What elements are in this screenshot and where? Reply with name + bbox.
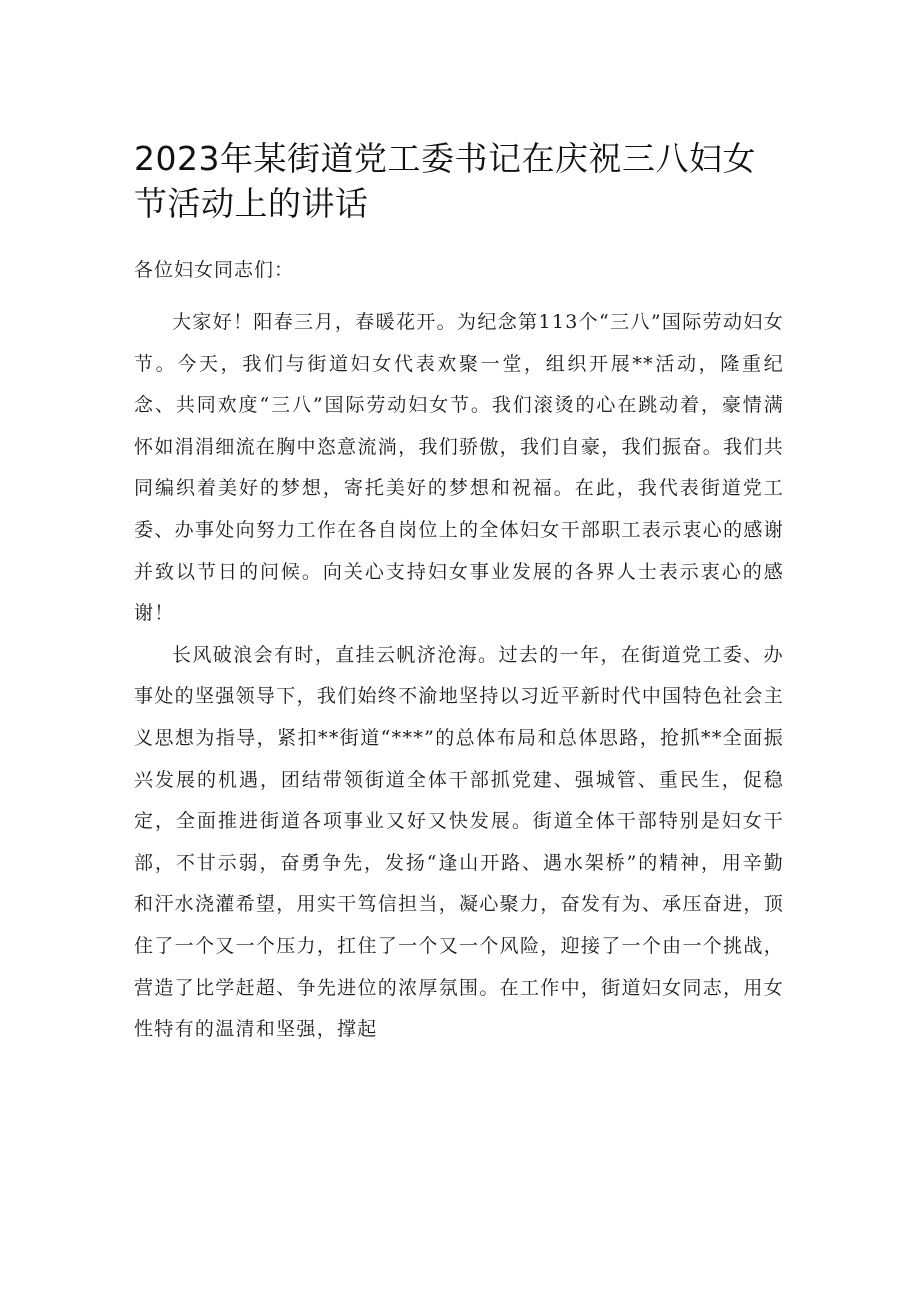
salutation: 各位妇女同志们： xyxy=(134,259,295,281)
document-title: 2023年某街道党工委书记在庆祝三八妇女节活动上的讲话 xyxy=(134,139,756,223)
body-paragraph-2: 长风破浪会有时，直挂云帆济沧海。过去的一年，在街道党工委、办事处的坚强领导下，我们始终不渝地坚持以习近平新时代中国特色社会主义思想为指导，紧扣**街道“***”的总体布局和总体思路，抢抓**全面振兴发展的机遇，团结带领街道全体干部抓党建、强城管、重民生，促稳定，全面推进街道各项事业又好又快发展。街道全体干部特别是妇女干部，不甘示弱，奋勇争先，发扬“逢山开路、遇水架桥”的精神，用辛勤和汗水浇灌希望，用实干笃信担当，凝心聚力，奋发有为、承压奋进，顶住了一个又一个压力，扛住了一个又一个风险，迎接了一个由一个挑战，营造了比学赶超、争先进位的浓厚氛围。在工作中，街道妇女同志，用女性特有的温清和坚强，撑起 xyxy=(134,643,784,1041)
body-paragraph-1: 大家好！阳春三月，春暖花开。为纪念第113个“三八”国际劳动妇女节。今天，我们与街道妇女代表欢聚一堂，组织开展**活动，隆重纪念、共同欢度“三八”国际劳动妇女节。我们滚烫的心在跳动着，豪情满怀如涓涓细流在胸中恣意流淌，我们骄傲，我们自豪，我们振奋。我们共同编织着美好的梦想，寄托美好的梦想和祝福。在此，我代表街道党工委、办事处向努力工作在各自岗位上的全体妇女干部职工表示衷心的感谢并致以节日的问候。向关心支持妇女事业发展的各界人士表示衷心的感谢！ xyxy=(134,311,784,625)
document-page xyxy=(134,136,784,1051)
